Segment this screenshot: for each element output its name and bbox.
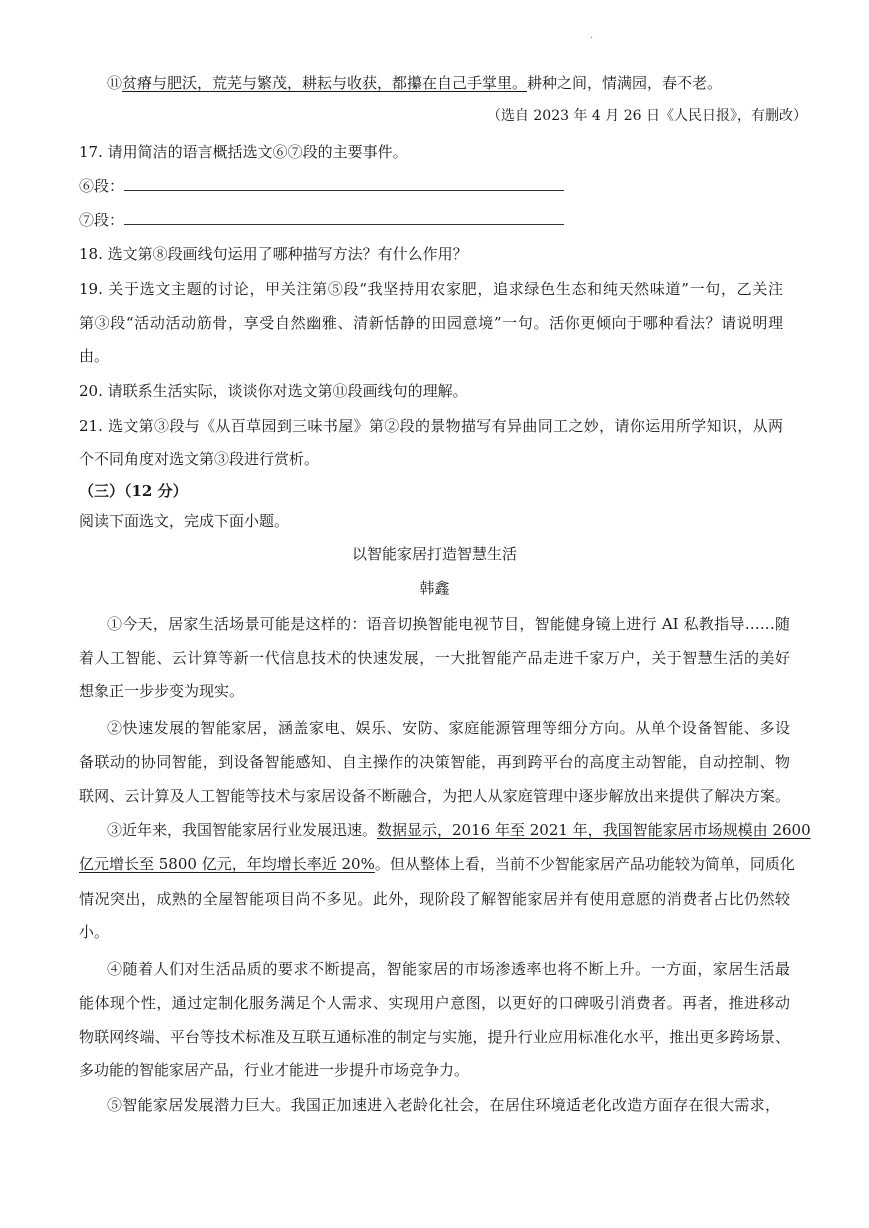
article-paragraph-2-line-3: 联网、云计算及人工智能等技术与家居设备不断融合，为把人从家庭管理中逐步解放出来提供了解决方案。 [79, 787, 790, 805]
source-citation: （选自 2023 年 4 月 26 日《人民日报》，有删改） [486, 108, 807, 124]
paragraph-11-underlined-sentence: 贫瘠与肥沃，荒芜与繁茂，耕耘与收获，都攥在自己手掌里。 [122, 74, 528, 92]
question-18: 18. 选文第⑧段画线句运用了哪种描写方法？有什么作用？ [79, 245, 468, 263]
question-21-line-1: 21. 选文第③段与《从百草园到三味书屋》第②段的景物描写有异曲同工之妙，请你运用所学知识，从两 [79, 417, 783, 435]
answer-blank-7[interactable] [124, 210, 564, 225]
article-paragraph-1-line-1: ①今天，居家生活场景可能是这样的：语音切换智能电视节目，智能健身镜上进行 AI 私教指导……随 [107, 615, 790, 633]
article-paragraph-3-line-2 [79, 854, 795, 874]
article-paragraph-3-data-underlined-2: 亿元增长至 5800 亿元，年均增长率近 20% [79, 855, 375, 873]
article-paragraph-1-line-2: 着人工智能、云计算等新一代信息技术的快速发展，一大批智能产品走进千家万户，关于智慧生活的美好 [79, 649, 790, 667]
header-dot: . [590, 30, 594, 41]
paragraph-11 [107, 73, 722, 93]
answer-label-7: ⑦段： [79, 211, 125, 229]
question-21-line-2: 个不同角度对选文第③段进行赏析。 [79, 450, 320, 468]
article-paragraph-3-line-2-rest: 。但从整体上看，当前不少智能家居产品功能较为简单，同质化 [374, 855, 795, 873]
article-paragraph-2-line-2: 备联动的协同智能，到设备智能感知、自主操作的决策智能，再到跨平台的高度主动智能，自动控制、物 [79, 753, 790, 771]
question-17: 17. 请用简洁的语言概括选文⑥⑦段的主要事件。 [79, 143, 408, 161]
article-paragraph-3-line-3: 情况突出，成熟的全屋智能项目尚不多见。此外，现阶段了解智能家居并有使用意愿的消费者占比仍然较 [79, 890, 790, 908]
article-paragraph-4-line-1: ④随着人们对生活品质的要求不断提高，智能家居的市场渗透率也将不断上升。一方面，家居生活最 [107, 960, 790, 978]
article-paragraph-1-line-3: 想象正一步步变为现实。 [79, 682, 245, 700]
article-paragraph-4-line-3: 物联网终端、平台等技术标准及互联互通标准的制定与实施，提升行业应用标准化水平，推出更多跨场景、 [79, 1028, 790, 1046]
article-author: 韩鑫 [419, 579, 450, 597]
section-3-heading: （三）（12 分） [79, 482, 188, 500]
article-paragraph-4-line-4: 多功能的智能家居产品，行业才能进一步提升市场竞争力。 [79, 1061, 470, 1079]
article-paragraph-3-line-4: 小。 [79, 923, 110, 941]
paragraph-11-rest: 耕种之间，情满园，春不老。 [527, 74, 723, 92]
question-20: 20. 请联系生活实际，谈谈你对选文第⑪段画线句的理解。 [79, 382, 468, 400]
article-paragraph-3-data-underlined-1: 数据显示，2016 年至 2021 年，我国智能家居市场规模由 2600 [377, 821, 811, 839]
article-paragraph-3-intro: ③近年来，我国智能家居行业发展迅速。 [107, 821, 378, 839]
answer-line-7[interactable] [79, 210, 564, 230]
article-paragraph-5-line-1: ⑤智能家居发展潜力巨大。我国正加速进入老龄化社会，在居住环境适老化改造方面存在很大需求， [107, 1096, 780, 1114]
article-paragraph-3-line-1 [107, 820, 811, 840]
article-paragraph-4-line-2: 能体现个性，通过定制化服务满足个人需求、实现用户意图，以更好的口碑吸引消费者。再者，推进移动 [79, 994, 790, 1012]
reading-instruction: 阅读下面选文，完成下面小题。 [79, 512, 290, 530]
article-title: 以智能家居打造智慧生活 [351, 545, 517, 563]
answer-blank-6[interactable] [124, 176, 564, 191]
answer-label-6: ⑥段： [79, 177, 125, 195]
paragraph-11-number: ⑪ [107, 74, 123, 92]
article-paragraph-2-line-1: ②快速发展的智能家居，涵盖家电、娱乐、安防、家庭能源管理等细分方向。从单个设备智能、多设 [107, 719, 790, 737]
question-19-line-1: 19. 关于选文主题的讨论，甲关注第⑤段“我坚持用农家肥，追求绿色生态和纯天然味道”一句，乙关注 [79, 280, 783, 298]
question-19-line-2: 第③段“活动活动筋骨，享受自然幽雅、清新恬静的田园意境”一句。活你更倾向于哪种看法？请说明理 [79, 314, 783, 332]
question-19-line-3: 由。 [79, 347, 110, 365]
answer-line-6[interactable] [79, 176, 564, 196]
